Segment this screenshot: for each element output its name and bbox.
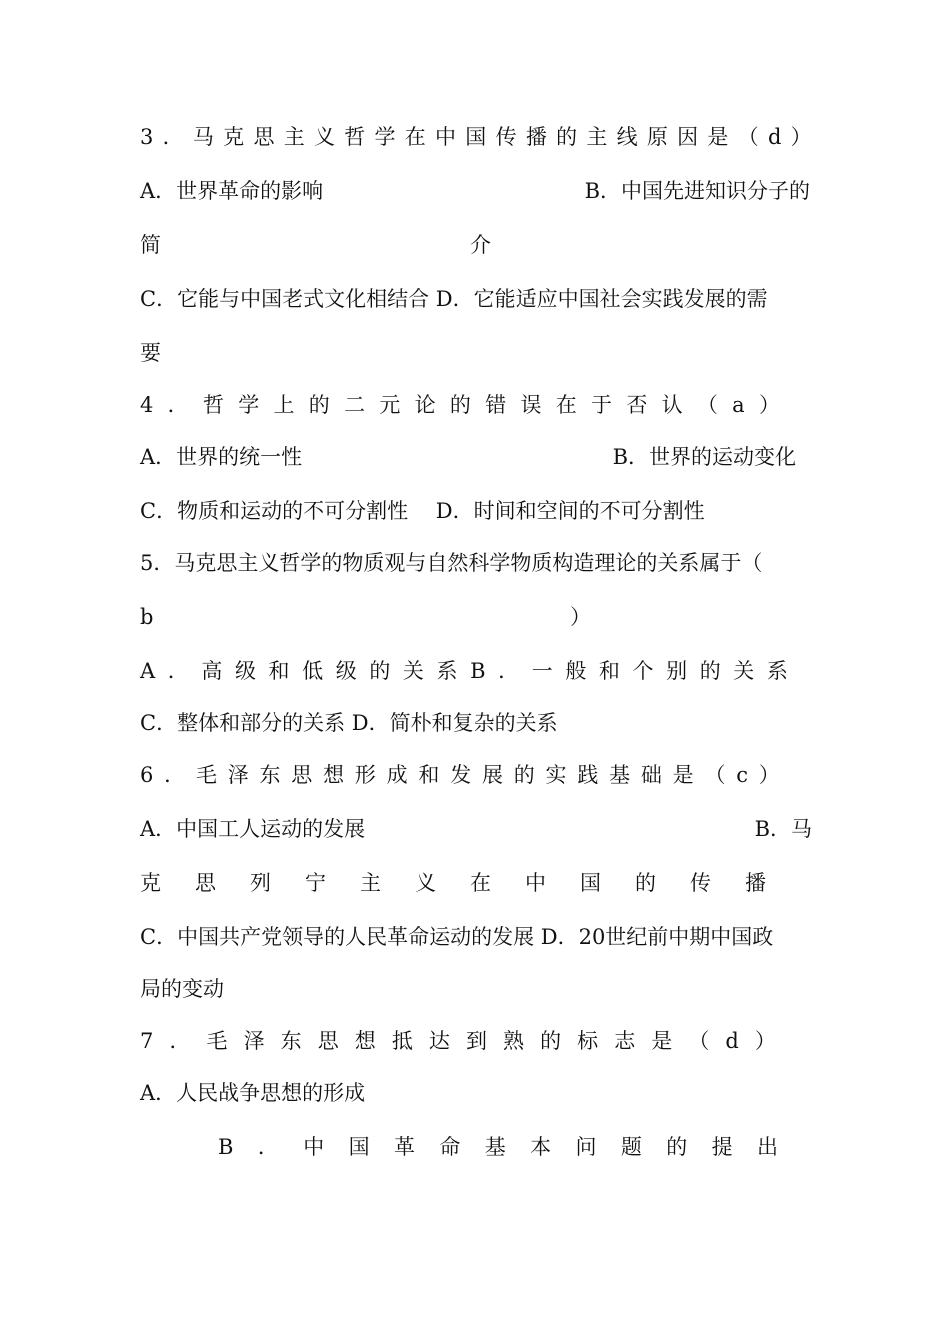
text-char: 达 bbox=[428, 1029, 450, 1053]
question-6-option-d-continued: 局的变动 bbox=[140, 977, 224, 1001]
text-char: ． bbox=[164, 763, 186, 787]
question-6 bbox=[140, 762, 780, 788]
text-char: c bbox=[736, 763, 748, 787]
text-char: （ bbox=[737, 125, 759, 149]
text-char: B bbox=[218, 1135, 234, 1159]
text-char: 个 bbox=[632, 659, 654, 683]
question-3-options-ab bbox=[140, 178, 812, 204]
text-char: 的 bbox=[635, 871, 656, 895]
text-char: 原 bbox=[646, 125, 668, 149]
question-4 bbox=[140, 392, 780, 418]
question-5-options-cd: C．整体和部分的关系 D．简朴和复杂的关系 bbox=[140, 711, 558, 735]
text-char: ． bbox=[167, 393, 189, 417]
text-char: 的 bbox=[540, 1029, 562, 1053]
text-char: 学 bbox=[374, 125, 396, 149]
text-char: 国 bbox=[348, 1135, 370, 1159]
text-char: 别 bbox=[666, 659, 688, 683]
text-char: 的 bbox=[556, 125, 578, 149]
text-char: 二 bbox=[344, 393, 366, 417]
text-char: 否 bbox=[626, 393, 648, 417]
text-char: ） bbox=[790, 125, 812, 149]
text-char: 哲 bbox=[202, 393, 224, 417]
text-char: 认 bbox=[661, 393, 683, 417]
option-b: B．马 bbox=[754, 817, 812, 841]
text-char: 想 bbox=[323, 763, 345, 787]
text-char: 主 bbox=[360, 871, 381, 895]
text-char: 的 bbox=[513, 763, 535, 787]
text-char: 列 bbox=[250, 871, 271, 895]
text-char: 东 bbox=[259, 763, 281, 787]
text-char: 于 bbox=[591, 393, 613, 417]
text-char: 和 bbox=[268, 659, 290, 683]
text-char: 系 bbox=[436, 659, 458, 683]
text-char: 熟 bbox=[503, 1029, 524, 1053]
text-char: 宁 bbox=[305, 871, 326, 895]
question-7-option-a: A．人民战争思想的形成 bbox=[140, 1081, 366, 1105]
question-6-options-ab bbox=[140, 816, 812, 842]
text-char: ） bbox=[758, 763, 780, 787]
text-char: 想 bbox=[354, 1029, 376, 1053]
question-4-options-cd: C．物质和运动的不可分割性 D．时间和空间的不可分割性 bbox=[140, 499, 705, 523]
text-char: 中 bbox=[435, 125, 457, 149]
text-char: 中 bbox=[525, 871, 546, 895]
text-char: 低 bbox=[302, 659, 324, 683]
text-char: ． bbox=[257, 1135, 279, 1159]
question-6-option-b-continued bbox=[140, 870, 766, 896]
text-char: 东 bbox=[280, 1029, 302, 1053]
text-char: 克 bbox=[223, 125, 245, 149]
text-char: 论 bbox=[414, 393, 436, 417]
text-char: 系 bbox=[766, 659, 788, 683]
text-char: 哲 bbox=[344, 125, 366, 149]
text-char: 播 bbox=[525, 125, 547, 149]
text-char: 6 bbox=[140, 763, 154, 787]
text-char: 因 bbox=[677, 125, 699, 149]
text-char: 和 bbox=[418, 763, 440, 787]
text-char: 的 bbox=[308, 393, 330, 417]
text-char: （ bbox=[696, 393, 718, 417]
text-char: 在 bbox=[404, 125, 426, 149]
text-char: ． bbox=[498, 659, 520, 683]
text-char: 泽 bbox=[227, 763, 249, 787]
option-b-char-2: 介 bbox=[470, 233, 491, 257]
option-b: B．世界的运动变化 bbox=[612, 445, 796, 469]
text-char: 关 bbox=[733, 659, 755, 683]
text-char: 出 bbox=[756, 1135, 778, 1159]
text-char: 发 bbox=[450, 763, 472, 787]
text-char: 级 bbox=[335, 659, 357, 683]
text-char: ． bbox=[162, 125, 184, 149]
question-7 bbox=[140, 1028, 776, 1054]
text-char: 错 bbox=[485, 393, 507, 417]
question-4-options-ab bbox=[140, 444, 796, 470]
text-char: d bbox=[767, 125, 782, 149]
text-char: （ bbox=[704, 763, 726, 787]
text-char: 到 bbox=[465, 1029, 487, 1053]
text-char: 标 bbox=[577, 1029, 599, 1053]
text-char: 革 bbox=[393, 1135, 415, 1159]
text-char: ． bbox=[167, 659, 189, 683]
question-3-options-cd: C．它能与中国老式文化相结合 D．它能适应中国社会实践发展的需 bbox=[140, 287, 768, 311]
text-char: 播 bbox=[745, 871, 766, 895]
text-char: 误 bbox=[520, 393, 542, 417]
text-char: 本 bbox=[530, 1135, 552, 1159]
text-char: 和 bbox=[598, 659, 620, 683]
answer: b bbox=[140, 605, 154, 629]
text-char: a bbox=[732, 393, 745, 417]
text-char: 主 bbox=[586, 125, 608, 149]
option-b-char-1: 简 bbox=[140, 233, 161, 257]
text-char: A bbox=[140, 659, 156, 683]
text-char: 克 bbox=[140, 871, 161, 895]
text-char: 线 bbox=[616, 125, 638, 149]
question-5-answer bbox=[140, 604, 812, 630]
option-a: A．中国工人运动的发展 bbox=[140, 817, 366, 841]
text-char: 国 bbox=[465, 125, 487, 149]
text-char: 元 bbox=[379, 393, 401, 417]
text-char: 问 bbox=[575, 1135, 597, 1159]
text-char: 义 bbox=[415, 871, 436, 895]
text-char: 中 bbox=[303, 1135, 325, 1159]
text-char: 传 bbox=[690, 871, 711, 895]
text-char: 在 bbox=[470, 871, 491, 895]
text-char: 的 bbox=[666, 1135, 688, 1159]
text-char: 级 bbox=[234, 659, 256, 683]
question-7-option-b bbox=[218, 1134, 778, 1160]
text-char: 一 bbox=[531, 659, 553, 683]
question-3-option-b-continued bbox=[140, 232, 812, 258]
question-5: 5．马克思主义哲学的物质观与自然科学物质构造理论的关系属于（ bbox=[140, 551, 763, 575]
text-char: 泽 bbox=[243, 1029, 265, 1053]
text-char: 毛 bbox=[195, 763, 217, 787]
text-char: 4 bbox=[140, 393, 154, 417]
text-char: 是 bbox=[707, 125, 729, 149]
text-char: 成 bbox=[386, 763, 408, 787]
option-b: B．中国先进知识分子的 bbox=[584, 179, 810, 203]
text-char: 3 bbox=[140, 125, 154, 149]
question-3 bbox=[140, 124, 812, 150]
text-char: 般 bbox=[565, 659, 587, 683]
text-char: 的 bbox=[369, 659, 391, 683]
text-char: 提 bbox=[711, 1135, 733, 1159]
text-char: 基 bbox=[484, 1135, 506, 1159]
text-char: 高 bbox=[201, 659, 223, 683]
text-char: 题 bbox=[620, 1135, 642, 1159]
text-char: 传 bbox=[495, 125, 517, 149]
text-char: ． bbox=[169, 1029, 191, 1053]
text-char: 实 bbox=[545, 763, 567, 787]
text-char: 毛 bbox=[206, 1029, 228, 1053]
text-char: 马 bbox=[192, 125, 214, 149]
text-char: 思 bbox=[291, 763, 313, 787]
text-char: ） bbox=[754, 1029, 776, 1053]
text-char: 主 bbox=[283, 125, 305, 149]
close-paren: ） bbox=[570, 605, 591, 629]
text-char: 思 bbox=[317, 1029, 339, 1053]
text-char: 的 bbox=[449, 393, 471, 417]
text-char: 的 bbox=[699, 659, 721, 683]
text-char: B bbox=[470, 659, 486, 683]
text-char: 学 bbox=[238, 393, 260, 417]
text-char: 展 bbox=[481, 763, 503, 787]
question-5-options-ab bbox=[140, 658, 788, 684]
text-char: 7 bbox=[140, 1029, 154, 1053]
text-char: 志 bbox=[614, 1029, 636, 1053]
text-char: 抵 bbox=[391, 1029, 413, 1053]
text-char: （ bbox=[688, 1029, 710, 1053]
text-char: ） bbox=[758, 393, 780, 417]
text-char: 命 bbox=[439, 1135, 461, 1159]
question-6-options-cd: C．中国共产党领导的人民革命运动的发展 D．20世纪前中期中国政 bbox=[140, 925, 774, 949]
text-char: 在 bbox=[555, 393, 577, 417]
text-char: 思 bbox=[253, 125, 275, 149]
question-3-option-d-continued: 要 bbox=[140, 341, 161, 365]
text-char: 是 bbox=[651, 1029, 673, 1053]
text-char: 基 bbox=[609, 763, 631, 787]
text-char: 思 bbox=[195, 871, 216, 895]
text-char: 国 bbox=[580, 871, 601, 895]
text-char: 践 bbox=[577, 763, 599, 787]
text-char: 形 bbox=[354, 763, 376, 787]
text-char: d bbox=[725, 1029, 739, 1053]
text-char: 是 bbox=[672, 763, 694, 787]
text-char: 上 bbox=[273, 393, 295, 417]
text-char: 础 bbox=[640, 763, 662, 787]
option-a: A．世界革命的影响 bbox=[140, 179, 324, 203]
option-a: A．世界的统一性 bbox=[140, 445, 303, 469]
text-char: 关 bbox=[402, 659, 424, 683]
text-char: 义 bbox=[313, 125, 335, 149]
